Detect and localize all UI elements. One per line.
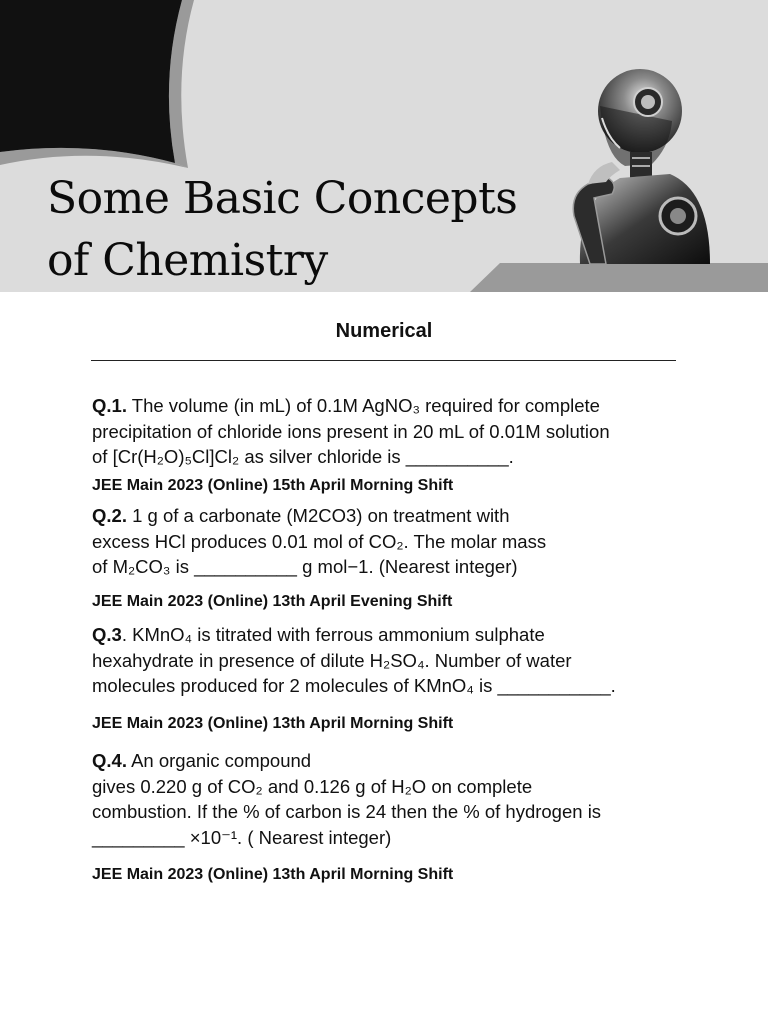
- question-1-number: Q.1.: [92, 395, 127, 416]
- title-line-1: Some Basic Concepts: [47, 173, 518, 224]
- question-2-line-1: Q.2. 1 g of a carbonate (M2CO3) on treatment with: [92, 505, 510, 526]
- question-3: [92, 622, 692, 699]
- question-2-number: Q.2.: [92, 505, 127, 526]
- header-banner: [0, 0, 768, 292]
- question-4-line-3: combustion. If the % of carbon is 24 then the % of hydrogen is: [92, 801, 602, 822]
- question-1-line-2: precipitation of chloride ions present in 20 mL of 0.01M solution: [92, 420, 610, 442]
- question-4-line-1: Q.4. An organic compound: [92, 750, 312, 771]
- question-4-line-2: gives 0.220 g of CO₂ and 0.126 g of H₂O on complete: [92, 775, 533, 797]
- question-3-number: Q.3: [92, 624, 122, 645]
- question-1-line-1: Q.1. The volume (in mL) of 0.1M AgNO₃ required for complete: [92, 395, 600, 416]
- question-1-line-3: of [Cr(H₂O)₅Cl]Cl₂ as silver chloride is __________.: [92, 446, 514, 467]
- question-1-source: JEE Main 2023 (Online) 15th April Morning Shift: [92, 477, 454, 494]
- thinking-robot-icon: [560, 66, 720, 264]
- question-4: [92, 748, 692, 850]
- question-3-line-1: Q.3. KMnO₄ is titrated with ferrous ammonium sulphate: [92, 624, 545, 645]
- question-1: [92, 393, 692, 470]
- question-4-number: Q.4.: [92, 750, 127, 771]
- question-4-source: JEE Main 2023 (Online) 13th April Morning Shift: [92, 866, 454, 883]
- title-line-2: of Chemistry: [47, 235, 328, 286]
- question-3-line-2: hexahydrate in presence of dilute H₂SO₄. Number of water: [92, 649, 572, 671]
- heading-divider: [91, 360, 676, 361]
- question-2-line-2: excess HCl produces 0.01 mol of CO₂. The molar mass: [92, 530, 547, 552]
- question-2: [92, 503, 692, 580]
- black-corner-shape: [0, 0, 182, 163]
- question-3-line-3: molecules produced for 2 molecules of KMnO₄ is ___________.: [92, 675, 616, 696]
- question-2-source: JEE Main 2023 (Online) 13th April Evening Shift: [92, 593, 453, 610]
- question-2-line-3: of M₂CO₃ is __________ g mol−1. (Nearest integer): [92, 556, 518, 577]
- question-3-source: JEE Main 2023 (Online) 13th April Morning Shift: [92, 715, 454, 732]
- section-heading: Numerical: [335, 320, 433, 342]
- page-title: [47, 168, 517, 292]
- question-4-line-4: _________ ×10⁻¹. ( Nearest integer): [92, 826, 392, 848]
